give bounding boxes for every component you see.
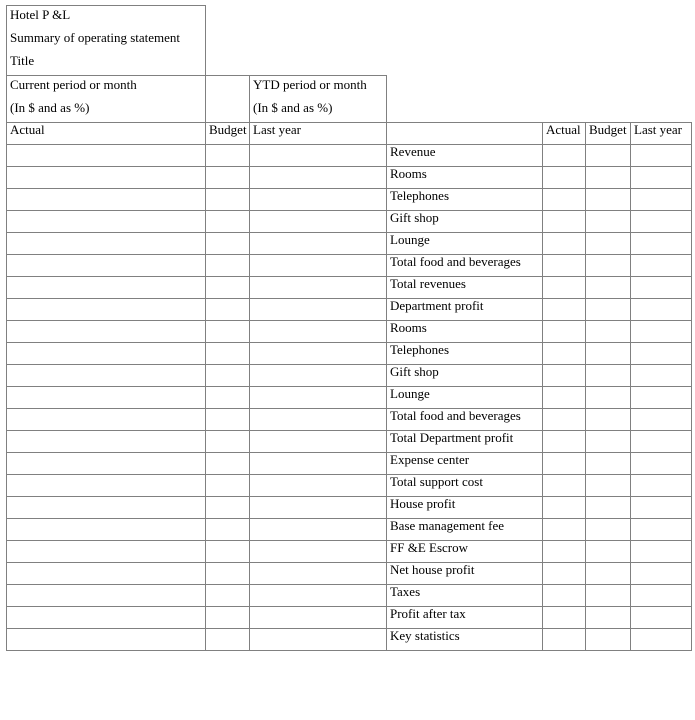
cell-cur-last-year[interactable] [250, 431, 387, 453]
current-period-line-2: (In $ and as %) [10, 100, 90, 115]
cell-ytd-last-year[interactable] [631, 475, 692, 497]
table-row [7, 277, 692, 299]
table-row [7, 387, 692, 409]
cell-ytd-actual[interactable] [543, 409, 586, 431]
cell-ytd-last-year[interactable] [631, 519, 692, 541]
cell-cur-last-year[interactable] [250, 409, 387, 431]
cell-ytd-last-year[interactable] [631, 409, 692, 431]
table-row [7, 233, 692, 255]
cell-ytd-last-year[interactable] [631, 497, 692, 519]
cell-ytd-budget[interactable] [586, 145, 631, 167]
cell-line-item-label[interactable]: Lounge [387, 387, 543, 409]
cell-cur-budget[interactable] [206, 299, 250, 321]
cell-cur-budget[interactable] [206, 321, 250, 343]
cell-ytd-actual[interactable] [543, 343, 586, 365]
cell-ytd-last-year[interactable] [631, 453, 692, 475]
cell-line-item-label[interactable]: Net house profit [387, 563, 543, 585]
cell-line-item-label[interactable]: FF &E Escrow [387, 541, 543, 563]
cell-ytd-budget[interactable] [586, 607, 631, 629]
cell-ytd-last-year[interactable] [631, 145, 692, 167]
cell-cur-budget[interactable] [206, 431, 250, 453]
cell-cur-budget[interactable] [206, 365, 250, 387]
cell-cur-actual[interactable] [7, 321, 206, 343]
cell-ytd-last-year[interactable] [631, 211, 692, 233]
cell-ytd-last-year[interactable] [631, 541, 692, 563]
cell-line-item-label[interactable]: Total food and beverages [387, 255, 543, 277]
cell-ytd-last-year[interactable] [631, 585, 692, 607]
table-row [7, 541, 692, 563]
cell-line-item-label[interactable]: Profit after tax [387, 607, 543, 629]
cell-cur-actual[interactable] [7, 343, 206, 365]
table-row [7, 563, 692, 585]
cell-ytd-last-year[interactable] [631, 189, 692, 211]
cell-cur-budget[interactable] [206, 233, 250, 255]
cell-cur-actual[interactable] [7, 541, 206, 563]
cell-ytd-actual[interactable] [543, 167, 586, 189]
document-title-cell[interactable] [7, 6, 206, 76]
cell-cur-last-year[interactable] [250, 365, 387, 387]
cell-cur-actual[interactable] [7, 519, 206, 541]
cell-cur-budget[interactable] [206, 563, 250, 585]
cell-line-item-label[interactable]: Taxes [387, 585, 543, 607]
cell-ytd-actual[interactable] [543, 607, 586, 629]
cell-cur-budget[interactable] [206, 277, 250, 299]
cell-line-item-label[interactable]: Total revenues [387, 277, 543, 299]
cell-ytd-budget[interactable] [586, 343, 631, 365]
cell-ytd-budget[interactable] [586, 167, 631, 189]
ytd-period-cell[interactable] [250, 76, 387, 123]
table-row [7, 585, 692, 607]
cell-ytd-actual[interactable] [543, 189, 586, 211]
profit-and-loss-table [6, 5, 692, 651]
table-row [7, 629, 692, 651]
cell-cur-last-year[interactable] [250, 145, 387, 167]
cell-ytd-last-year[interactable] [631, 387, 692, 409]
header-line-item[interactable] [387, 123, 543, 145]
period-row [7, 76, 692, 123]
cell-ytd-last-year[interactable] [631, 365, 692, 387]
header-ytd-budget[interactable]: Budget [586, 123, 631, 145]
cell-cur-last-year[interactable] [250, 277, 387, 299]
title-row [7, 6, 692, 76]
cell-ytd-last-year[interactable] [631, 607, 692, 629]
cell-ytd-actual[interactable] [543, 585, 586, 607]
cell-line-item-label[interactable]: Total food and beverages [387, 409, 543, 431]
table-row [7, 475, 692, 497]
table-row [7, 343, 692, 365]
cell-cur-budget[interactable] [206, 343, 250, 365]
cell-ytd-actual[interactable] [543, 431, 586, 453]
cell-ytd-budget[interactable] [586, 255, 631, 277]
table-row [7, 431, 692, 453]
cell-cur-actual[interactable] [7, 409, 206, 431]
table-row [7, 519, 692, 541]
cell-line-item-label[interactable]: Department profit [387, 299, 543, 321]
cell-cur-budget[interactable] [206, 585, 250, 607]
current-period-line-1: Current period or month [10, 77, 137, 92]
cell-cur-actual[interactable] [7, 563, 206, 585]
cell-ytd-actual[interactable] [543, 519, 586, 541]
current-period-cell[interactable] [7, 76, 206, 123]
cell-cur-last-year[interactable] [250, 233, 387, 255]
table-row [7, 409, 692, 431]
cell-cur-budget[interactable] [206, 255, 250, 277]
cell-cur-last-year[interactable] [250, 189, 387, 211]
cell-cur-last-year[interactable] [250, 321, 387, 343]
cell-ytd-actual[interactable] [543, 629, 586, 651]
title-line-2: Summary of operating statement [10, 30, 181, 45]
header-current-budget[interactable]: Budget [206, 123, 250, 145]
cell-line-item-label[interactable]: Gift shop [387, 211, 543, 233]
cell-cur-budget[interactable] [206, 145, 250, 167]
header-current-actual[interactable]: Actual [7, 123, 206, 145]
cell-cur-last-year[interactable] [250, 541, 387, 563]
cell-line-item-label[interactable]: Rooms [387, 321, 543, 343]
cell-ytd-actual[interactable] [543, 497, 586, 519]
cell-ytd-budget[interactable] [586, 453, 631, 475]
cell-cur-budget[interactable] [206, 167, 250, 189]
cell-line-item-label[interactable]: Telephones [387, 189, 543, 211]
cell-ytd-actual[interactable] [543, 475, 586, 497]
cell-cur-last-year[interactable] [250, 255, 387, 277]
title-line-1: Hotel P &L [10, 7, 71, 22]
cell-line-item-label[interactable]: Lounge [387, 233, 543, 255]
ytd-period-line-2: (In $ and as %) [253, 100, 333, 115]
cell-ytd-last-year[interactable] [631, 431, 692, 453]
table-row [7, 321, 692, 343]
cell-line-item-label[interactable]: Total Department profit [387, 431, 543, 453]
cell-cur-budget[interactable] [206, 453, 250, 475]
cell-cur-budget[interactable] [206, 629, 250, 651]
cell-cur-last-year[interactable] [250, 211, 387, 233]
cell-cur-last-year[interactable] [250, 167, 387, 189]
cell-cur-actual[interactable] [7, 585, 206, 607]
cell-line-item-label[interactable]: Telephones [387, 343, 543, 365]
cell-ytd-actual[interactable] [543, 299, 586, 321]
cell-line-item-label[interactable]: Rooms [387, 167, 543, 189]
cell-ytd-budget[interactable] [586, 365, 631, 387]
cell-cur-last-year[interactable] [250, 585, 387, 607]
cell-ytd-budget[interactable] [586, 475, 631, 497]
cell-ytd-actual[interactable] [543, 321, 586, 343]
cell-ytd-budget[interactable] [586, 321, 631, 343]
cell-ytd-actual[interactable] [543, 211, 586, 233]
cell-line-item-label[interactable]: Total support cost [387, 475, 543, 497]
cell-cur-budget[interactable] [206, 519, 250, 541]
header-ytd-last-year[interactable]: Last year [631, 123, 692, 145]
table-body [7, 6, 692, 651]
table-row [7, 453, 692, 475]
cell-cur-budget[interactable] [206, 409, 250, 431]
table-row [7, 607, 692, 629]
cell-ytd-actual[interactable] [543, 563, 586, 585]
cell-ytd-budget[interactable] [586, 431, 631, 453]
table-row [7, 211, 692, 233]
cell-ytd-last-year[interactable] [631, 563, 692, 585]
cell-cur-last-year[interactable] [250, 629, 387, 651]
cell-ytd-last-year[interactable] [631, 255, 692, 277]
cell-cur-last-year[interactable] [250, 497, 387, 519]
cell-cur-last-year[interactable] [250, 475, 387, 497]
cell-ytd-budget[interactable] [586, 629, 631, 651]
cell-cur-budget[interactable] [206, 475, 250, 497]
cell-cur-actual[interactable] [7, 475, 206, 497]
title-row-spacer [206, 6, 692, 76]
cell-cur-last-year[interactable] [250, 519, 387, 541]
cell-ytd-actual[interactable] [543, 255, 586, 277]
cell-cur-actual[interactable] [7, 299, 206, 321]
cell-cur-actual[interactable] [7, 189, 206, 211]
cell-cur-actual[interactable] [7, 145, 206, 167]
cell-cur-actual[interactable] [7, 453, 206, 475]
cell-ytd-budget[interactable] [586, 189, 631, 211]
table-row [7, 365, 692, 387]
title-line-3: Title [10, 53, 35, 68]
cell-ytd-budget[interactable] [586, 497, 631, 519]
cell-line-item-label[interactable]: Expense center [387, 453, 543, 475]
cell-ytd-budget[interactable] [586, 519, 631, 541]
cell-ytd-last-year[interactable] [631, 233, 692, 255]
cell-ytd-last-year[interactable] [631, 299, 692, 321]
cell-cur-actual[interactable] [7, 211, 206, 233]
cell-cur-actual[interactable] [7, 387, 206, 409]
cell-cur-budget[interactable] [206, 387, 250, 409]
cell-cur-budget[interactable] [206, 189, 250, 211]
column-header-row [7, 123, 692, 145]
cell-cur-actual[interactable] [7, 607, 206, 629]
cell-ytd-last-year[interactable] [631, 167, 692, 189]
cell-line-item-label[interactable]: Revenue [387, 145, 543, 167]
table-row [7, 167, 692, 189]
table-row [7, 255, 692, 277]
cell-cur-last-year[interactable] [250, 453, 387, 475]
header-current-last-year[interactable]: Last year [250, 123, 387, 145]
cell-ytd-last-year[interactable] [631, 629, 692, 651]
table-row [7, 299, 692, 321]
cell-ytd-actual[interactable] [543, 453, 586, 475]
cell-cur-actual[interactable] [7, 629, 206, 651]
cell-cur-budget[interactable] [206, 607, 250, 629]
cell-cur-actual[interactable] [7, 497, 206, 519]
cell-cur-actual[interactable] [7, 431, 206, 453]
cell-ytd-budget[interactable] [586, 299, 631, 321]
cell-ytd-actual[interactable] [543, 145, 586, 167]
cell-cur-actual[interactable] [7, 233, 206, 255]
cell-cur-actual[interactable] [7, 277, 206, 299]
cell-ytd-actual[interactable] [543, 277, 586, 299]
cell-cur-last-year[interactable] [250, 563, 387, 585]
cell-ytd-budget[interactable] [586, 211, 631, 233]
cell-ytd-actual[interactable] [543, 387, 586, 409]
cell-ytd-actual[interactable] [543, 365, 586, 387]
cell-cur-budget[interactable] [206, 541, 250, 563]
cell-line-item-label[interactable]: Base management fee [387, 519, 543, 541]
period-row-spacer [387, 76, 692, 123]
cell-cur-last-year[interactable] [250, 607, 387, 629]
cell-ytd-last-year[interactable] [631, 343, 692, 365]
cell-ytd-budget[interactable] [586, 409, 631, 431]
cell-cur-last-year[interactable] [250, 299, 387, 321]
table-row [7, 145, 692, 167]
cell-ytd-budget[interactable] [586, 585, 631, 607]
table-row [7, 497, 692, 519]
profit-and-loss-sheet [6, 5, 691, 651]
header-ytd-actual[interactable]: Actual [543, 123, 586, 145]
cell-cur-actual[interactable] [7, 255, 206, 277]
cell-cur-last-year[interactable] [250, 343, 387, 365]
cell-ytd-budget[interactable] [586, 541, 631, 563]
period-row-gap-cell[interactable] [206, 76, 250, 123]
cell-cur-actual[interactable] [7, 167, 206, 189]
ytd-period-line-1: YTD period or month [253, 77, 367, 92]
cell-cur-last-year[interactable] [250, 387, 387, 409]
cell-ytd-last-year[interactable] [631, 277, 692, 299]
cell-cur-budget[interactable] [206, 497, 250, 519]
cell-ytd-actual[interactable] [543, 541, 586, 563]
cell-ytd-budget[interactable] [586, 563, 631, 585]
cell-cur-budget[interactable] [206, 211, 250, 233]
cell-line-item-label[interactable]: Key statistics [387, 629, 543, 651]
cell-cur-actual[interactable] [7, 365, 206, 387]
table-row [7, 189, 692, 211]
cell-ytd-last-year[interactable] [631, 321, 692, 343]
cell-ytd-budget[interactable] [586, 233, 631, 255]
cell-ytd-budget[interactable] [586, 277, 631, 299]
cell-ytd-actual[interactable] [543, 233, 586, 255]
cell-line-item-label[interactable]: House profit [387, 497, 543, 519]
cell-line-item-label[interactable]: Gift shop [387, 365, 543, 387]
cell-ytd-budget[interactable] [586, 387, 631, 409]
